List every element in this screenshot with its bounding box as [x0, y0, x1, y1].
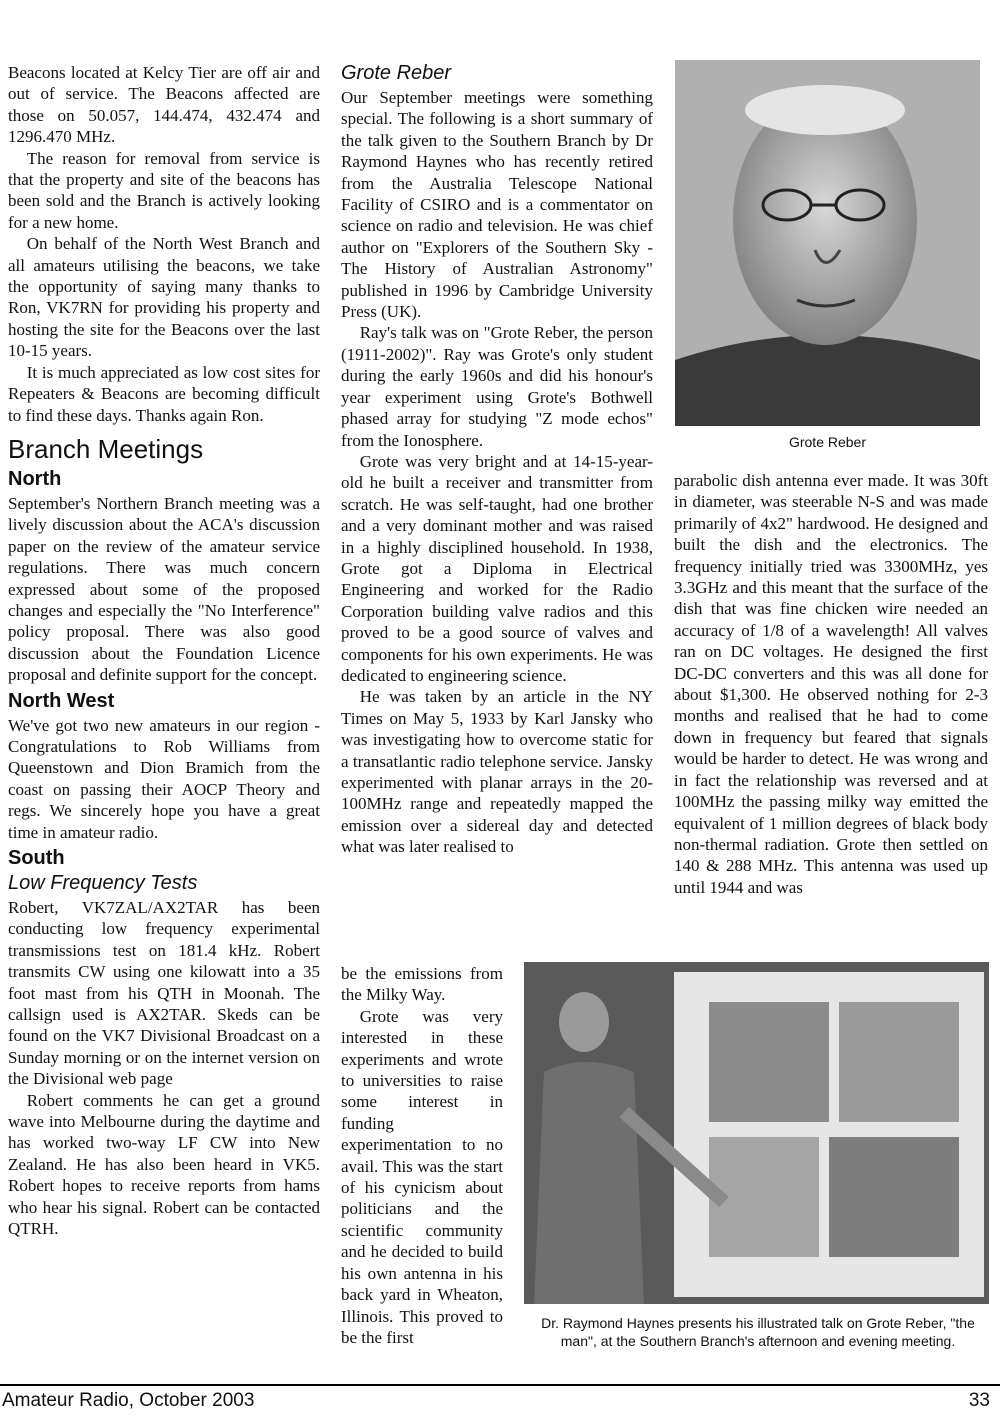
south-heading: South — [8, 847, 65, 869]
northwest-heading: North West — [8, 689, 115, 712]
body-paragraph: Ray's talk was on "Grote Reber, the person (1911-2002)". Ray was Grote's only student during the early 1960s and did his honour's year experiment using Grote's Bothwell phased array for studying "Z mode echos" from the Ionosphere. — [341, 323, 653, 450]
portrait-photo — [675, 60, 980, 426]
section-title: Branch Meetings — [8, 433, 204, 464]
intro-paragraph: It is much appreciated as low cost sites for Repeaters & Beacons are becoming difficult to find these days. Thanks again Ron. — [8, 362, 320, 425]
body-paragraph: be the emissions from the Milky Way. — [341, 964, 503, 1005]
body-paragraph: He was taken by an article in the NY Times on May 5, 1933 by Karl Jansky who was investigating how to overcome static for a transatlantic radio telephone service. Jansky experimented with planar arrays in the 20-100MHz range and repeatedly mapped the emission over a sidereal day and detected what was later realised to — [341, 687, 653, 857]
intro-paragraph: On behalf of the North West Branch and all amateurs utilising the beacons, we take the opportunity of saying many thanks to Ron, VK7RN for providing his property and hosting the site for the Beacons over the last 10-15 years. — [8, 234, 320, 361]
lf-paragraph: Robert, VK7ZAL/AX2TAR has been conducting low frequency experimental transmissions test on 181.4 kHz. Robert transmits CW using one kilowatt into a 35 foot mast from his QTH in Moonah. The callsign used is AX2TAR. Skeds can be found on the VK7 Divisional Broadcast on a Sunday morning or on the internet version on the Divisional web page — [8, 898, 320, 1089]
lf-paragraph: Robert comments he can get a ground wave into Melbourne during the daytime and has worked two-way LF CW into New Zealand. He has also been heard in VK5. Robert hopes to receive reports from hams who hear his signal. Robert can be contacted QTRH. — [8, 1090, 320, 1239]
portrait-caption: Grote Reber — [788, 434, 867, 450]
intro-paragraph: Beacons located at Kelcy Tier are off air and out of service. The Beacons affected are those on 50.057, 144.474, 432.474 and 1296.470 MHz. — [8, 63, 320, 147]
column-right — [674, 470, 988, 898]
grote-reber-heading: Grote Reber — [341, 62, 452, 84]
column-left — [8, 62, 320, 1240]
page-footer — [0, 1384, 1000, 1421]
page-number: 33 — [968, 1390, 990, 1411]
publication-name: Amateur Radio, October 2003 — [2, 1390, 255, 1411]
northwest-text: We've got two new amateurs in our region - Congratulations to Rob Williams from Queenstown and Dion Bramich from the coast on passing their AOCP Theory and regs. We sincerely hope you have a great time in amateur radio. — [8, 715, 320, 842]
body-paragraph: Grote was very bright and at 14-15-year-old he built a receiver and transmitter from scratch. He was self-taught, had one brother and a very dominant mother and was raised in a highly disciplined household. In 1938, Grote got a Diploma in Electrical Engineering and worked for the Radio Corporation building valve radios and this proved to be a good source of valves and components for his own experiments. He was dedicated to engineering science. — [341, 451, 653, 685]
portrait-illustration — [675, 60, 980, 426]
presentation-photo — [524, 962, 989, 1304]
body-paragraph: parabolic dish antenna ever made. It was 30ft in diameter, was steerable N-S and was made primarily of 4x2" hardwood. He designed and built the dish and the electronics. The frequency initially tried was 3300MHz, yes 3.3GHz and this meant that the surface of the dish that was fine chicken wire needed an accuracy of 1/8 of a wavelength! All valves ran on DC voltages. He designed the first DC-DC converters and this was all done for about $1,300. He observed nothing for 2-3 months and realised that he had to come down in frequency but feared that signals would be harder to detect. He was wrong and in fact the relationship was reversed and at 100MHz the passing milky way emitted the equivalent of 1 million degrees of black body non-thermal radiation. Grote then settled on 140 & 288 MHz. This antenna was used up until 1944 and was — [674, 471, 988, 897]
intro-paragraph: The reason for removal from service is that the property and site of the beacons has been sold and the Branch is actively looking for a new home. — [8, 148, 320, 232]
north-text: September's Northern Branch meeting was a lively discussion about the ACA's discussion paper on the review of the amateur service regulations. There was much concern expressed about some of the proposed changes and especially the "No Interference" policy proposal. There was also good discussion about the Foundation Licence proposal and definite support for the concept. — [8, 493, 320, 685]
column-middle — [341, 62, 653, 858]
column-middle-narrow — [341, 963, 503, 1348]
north-heading: North — [8, 467, 62, 490]
lf-heading: Low Frequency Tests — [8, 872, 198, 894]
body-paragraph: Our September meetings were something special. The following is a short summary of the talk given to the Southern Branch by Dr Raymond Haynes who has recently retired from the Australia Telescope National Facility of CSIRO and is a commentator on science on radio and television. He was chief author on "Explorers of the Southern Sky - The History of Australian Astronomy" published in 1996 by Cambridge University Press (UK). — [341, 88, 653, 322]
presentation-caption: Dr. Raymond Haynes presents his illustrated talk on Grote Reber, "the man", at the Southern Branch's afternoon and evening meeting. — [541, 1315, 975, 1349]
body-paragraph: Grote was very interested in these experiments and wrote to universities to raise some interest in funding experimentation to no avail. This was the start of his cynicism about politicians and the scientific community and he decided to build his own antenna in his back yard in Wheaton, Illinois. This proved to be the first — [341, 1006, 503, 1347]
presentation-illustration — [524, 962, 989, 1304]
